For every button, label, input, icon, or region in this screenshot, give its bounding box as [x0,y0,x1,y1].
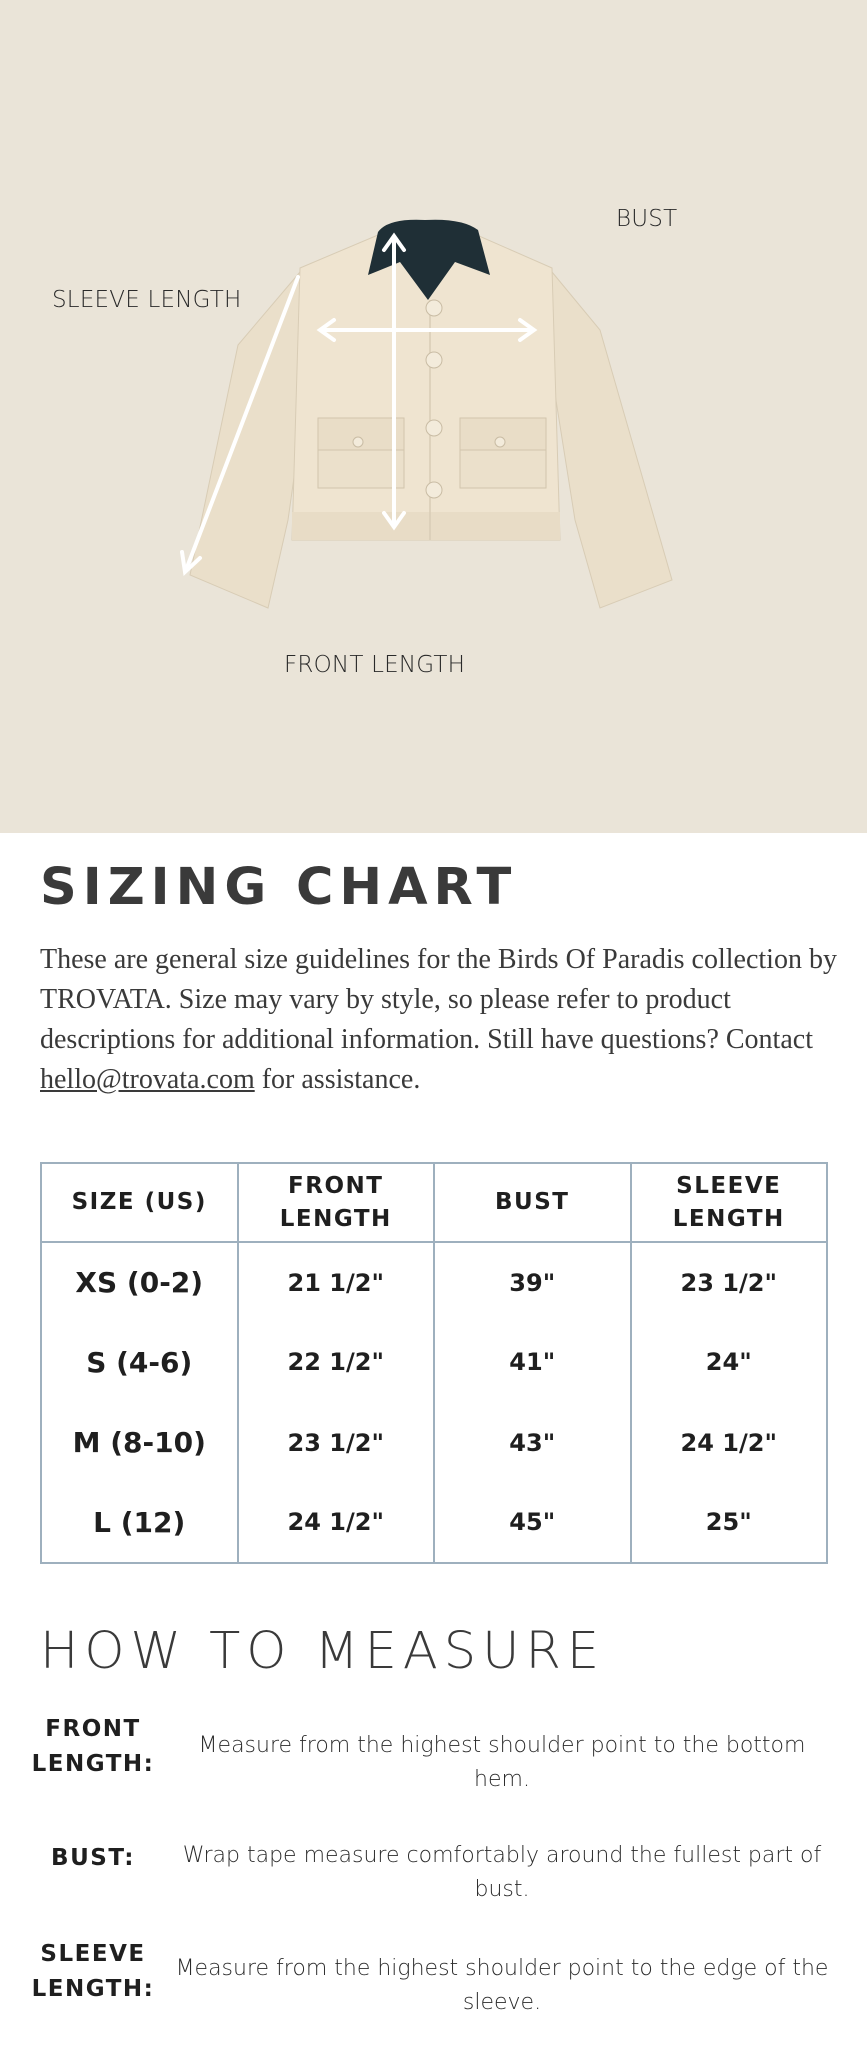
size-table [40,1162,828,1564]
size-cell: S (4-6) [41,1322,238,1402]
table-row [41,1322,827,1402]
sleeve-length-cell: 24 1/2" [631,1403,828,1483]
table-row [41,1242,827,1322]
bust-cell: 39" [434,1242,631,1322]
measure-term: BUST: [51,1845,135,1871]
jacket-illustration [0,0,867,833]
front-length-cell: 21 1/2" [238,1242,435,1322]
bust-cell: 41" [434,1322,631,1402]
measure-term: FRONT LENGTH: [31,1716,155,1777]
measure-description: Wrap tape measure comfortably around the fullest part of bust. [182,1843,822,1902]
jacket-hem [292,512,560,540]
intro-text: These are general size guidelines for the Birds Of Paradis collection by TROVATA. Size may vary by style, so please refer to product descriptions for additional information. Still have questions? Contact [40,944,837,1055]
size-cell: M (8-10) [41,1403,238,1483]
front-length-cell: 22 1/2" [238,1322,435,1402]
how-to-measure-title: HOW TO MEASURE [40,1622,606,1681]
front-length-label: FRONT LENGTH [284,652,466,678]
jacket-button [426,352,442,368]
table-header-row [41,1163,827,1242]
sleeve-length-cell: 24" [631,1322,828,1402]
size-cell: XS (0-2) [41,1242,238,1322]
bust-cell: 45" [434,1483,631,1563]
front-length-cell: 24 1/2" [238,1483,435,1563]
header-front-length: FRONT LENGTH [238,1163,435,1242]
measure-description: Measure from the highest shoulder point to the edge of the sleeve. [175,1956,829,2015]
jacket-button [426,300,442,316]
right-sleeve [548,272,672,608]
size-cell: L (12) [41,1483,238,1563]
sleeve-length-label: SLEEVE LENGTH [52,287,242,313]
jacket-button [426,420,442,436]
hero-image-section [0,0,867,833]
sizing-chart-title: SIZING CHART [40,858,518,917]
sleeve-length-cell: 25" [631,1483,828,1563]
header-bust: BUST [434,1163,631,1242]
header-sleeve-length: SLEEVE LENGTH [631,1163,828,1242]
intro-suffix: for assistance. [254,1064,421,1095]
header-size: SIZE (US) [41,1163,238,1242]
sleeve-length-cell: 23 1/2" [631,1242,828,1322]
measure-description: Measure from the highest shoulder point to the bottom hem. [198,1733,806,1792]
bust-label: BUST [616,206,678,232]
front-length-cell: 23 1/2" [238,1403,435,1483]
intro-paragraph [40,940,840,1100]
bust-cell: 43" [434,1403,631,1483]
jacket-button [426,482,442,498]
left-sleeve [190,272,312,608]
table-row [41,1403,827,1483]
measure-term: SLEEVE LENGTH: [31,1941,155,2002]
table-row [41,1483,827,1563]
email-link[interactable]: hello@trovata.com [40,1064,255,1095]
